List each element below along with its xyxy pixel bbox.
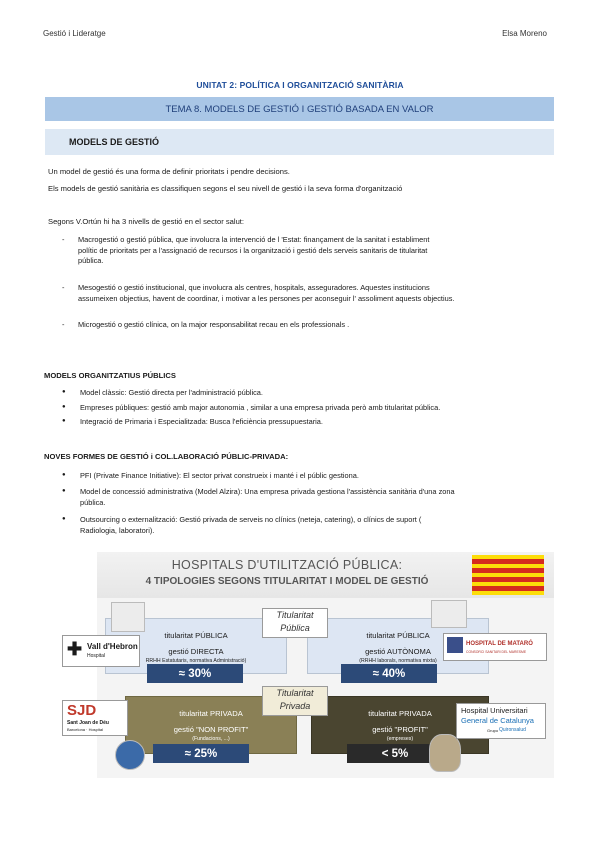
logo-text: Grupo [487,728,499,733]
bullet-icon: ● [62,516,66,522]
level-item-micro [62,320,552,331]
new-form-item [62,514,552,536]
level-item-macro [62,235,552,267]
section-title: MODELS DE GESTIÓ [69,137,160,147]
bullet-icon: ● [62,404,66,410]
new-form-text: Model de concessió administrativa (Model Alzira): Una empresa privada gestiona l'assistència sanitària d'una zona [80,487,455,496]
tema-title-bar [45,97,554,121]
public-model-item [62,402,552,413]
public-model-item [62,387,552,398]
new-form-text: pública. [80,498,106,507]
dash-marker: - [62,283,65,292]
panel-gestio: gestió "PROFIT" [372,725,428,734]
new-form-text: Radiologia, laboratori). [80,526,155,535]
panel-titularitat: titularitat PÚBLICA [164,631,228,640]
bullet-icon: ● [62,389,66,395]
logo-text: CONSORCI SANITARI DEL MARESME [466,650,527,654]
bullet-icon: ● [62,472,66,478]
level-line: Macrogestió o gestió pública, que involucra la intervenció de l 'Estat: finançament de la sanitat i establiment [78,235,430,244]
intro-line-1: Un model de gestió és una forma de definir prioritats i pendre decisions. [48,167,290,176]
tit-label-line: Titularitat [276,688,314,698]
logo-text: Barcelona · Hospital [67,727,104,732]
levels-intro: Segons V.Ortún hi ha 3 nivells de gestió en el sector salut: [48,217,245,226]
moneybag-image [429,734,461,772]
level-item-meso [62,283,552,304]
panel-note: (RRHH laborals, normativa mixta) [359,658,437,664]
globe-image [115,740,145,770]
mataro-logo [443,633,547,661]
bullet-icon: ● [62,418,66,424]
panel-gestio: gestió DIRECTA [168,647,224,656]
tit-label-line: Pública [280,623,310,633]
logo-text: General de Catalunya [461,716,534,725]
panel-gestio: gestió "NON PROFIT" [173,725,249,734]
titularitat-privada-label [262,686,328,716]
sjd-logo [62,700,128,736]
logo-text: Quironsalud [499,727,526,733]
panel-titularitat: titularitat PÚBLICA [366,631,430,640]
tema-title: TEMA 8. MODELS DE GESTIÓ I GESTIÓ BASADA EN VALOR [165,103,434,115]
level-line: pública. [78,256,104,265]
public-model-text: Empreses públiques: gestió amb major autonomia , similar a una empresa privada però amb titularitat pública. [80,403,441,412]
level-line: Microgestió o gestió clínica, on la major responsabilitat recau en els professionals . [78,320,350,329]
infographic-title: HOSPITALS D'UTILITZACIÓ PÚBLICA: [171,558,403,572]
new-form-item [62,470,552,481]
tit-label-line: Privada [279,701,311,711]
public-models-title: MODELS ORGANITZATIUS PÚBLICS [44,371,176,380]
panel-note: RRHH Estatutaris, normativa Administració) [145,658,247,664]
new-form-item [62,486,552,508]
cross-icon: ✚ [67,639,83,659]
dash-marker: - [62,235,65,244]
vall-hebron-logo [62,635,140,667]
logo-text: Hospital Universitari [461,706,528,715]
logo-text: Sant Joan de Déu [67,720,109,726]
titularitat-publica-label [262,608,328,638]
pct-public-autonomous: ≈ 40% [341,664,437,683]
logo-text: HOSPITAL DE MATARÓ [466,641,533,647]
bullet-icon: ● [62,488,66,494]
infographic-header [97,552,554,598]
mataro-mark-icon [447,637,463,653]
logo-text: SJD [67,702,97,719]
logo-text: Vall d'Hebron [87,642,138,651]
level-line: assumeixen objectius, havent de coordinar, i motivar a les persones per aconseguir l' assoliment aquests objectius. [78,293,455,303]
tit-label-line: Titularitat [276,610,314,620]
pct-private-profit: < 5% [347,744,443,763]
panel-note: (empreses) [386,736,414,742]
infographic-subtitle: 4 TIPOLOGIES SEGONS TITULARITAT I MODEL DE GESTIÓ [145,576,429,587]
catalan-flag-icon [472,555,544,595]
public-model-item [62,416,552,427]
hospital-general-catalunya-logo [456,703,546,739]
pct-public-direct: ≈ 30% [147,664,243,683]
intro-line-2: Els models de gestió sanitària es classifiquen segons el seu nivell de gestió i la seva forma d'organització [48,184,403,193]
public-model-text: Integració de Primaria i Especialitzada: Busca l'eficiència pressupuestaria. [80,417,323,426]
panel-gestio: gestió AUTÒNOMA [365,647,431,656]
panel-note: (Fundacions, ...) [192,736,230,742]
level-line: Mesogestió o gestió institucional, que involucra als centres, hospitals, asseguradores. Aquestes institucions [78,283,430,292]
header-right: Elsa Moreno [502,29,547,38]
panel-titularitat: titularitat PRIVADA [179,709,243,718]
new-form-text: Outsourcing o externalització: Gestió privada de serveis no clínics (neteja, catering), o clínics de suport ( [80,515,422,524]
money-image [431,600,467,628]
documents-image [111,602,145,632]
unit-title: UNITAT 2: POLÍTICA I ORGANITZACIÓ SANITÀRIA [196,80,404,90]
new-form-text: PFI (Private Finance Initiative): El sector privat construeix i manté i el públic gestiona. [80,471,359,480]
logo-text: Hospital [87,653,106,659]
level-line: polític de prioritats per a l'assignació de recursos i la organització i gestió dels serveis sanitaris de titularitat [78,245,428,255]
pct-private-nonprofit: ≈ 25% [153,744,249,763]
dash-marker: - [62,320,65,329]
new-forms-title: NOVES FORMES DE GESTIÓ i COL.LABORACIÓ PÚBLIC-PRIVADA: [44,452,289,461]
public-model-text: Model clàssic: Gestió directa per l'administració pública. [80,388,263,397]
hospitals-infographic [97,552,554,778]
section-title-bar [45,129,554,155]
header-left: Gestió i Lideratge [43,29,106,38]
panel-titularitat: titularitat PRIVADA [368,709,432,718]
